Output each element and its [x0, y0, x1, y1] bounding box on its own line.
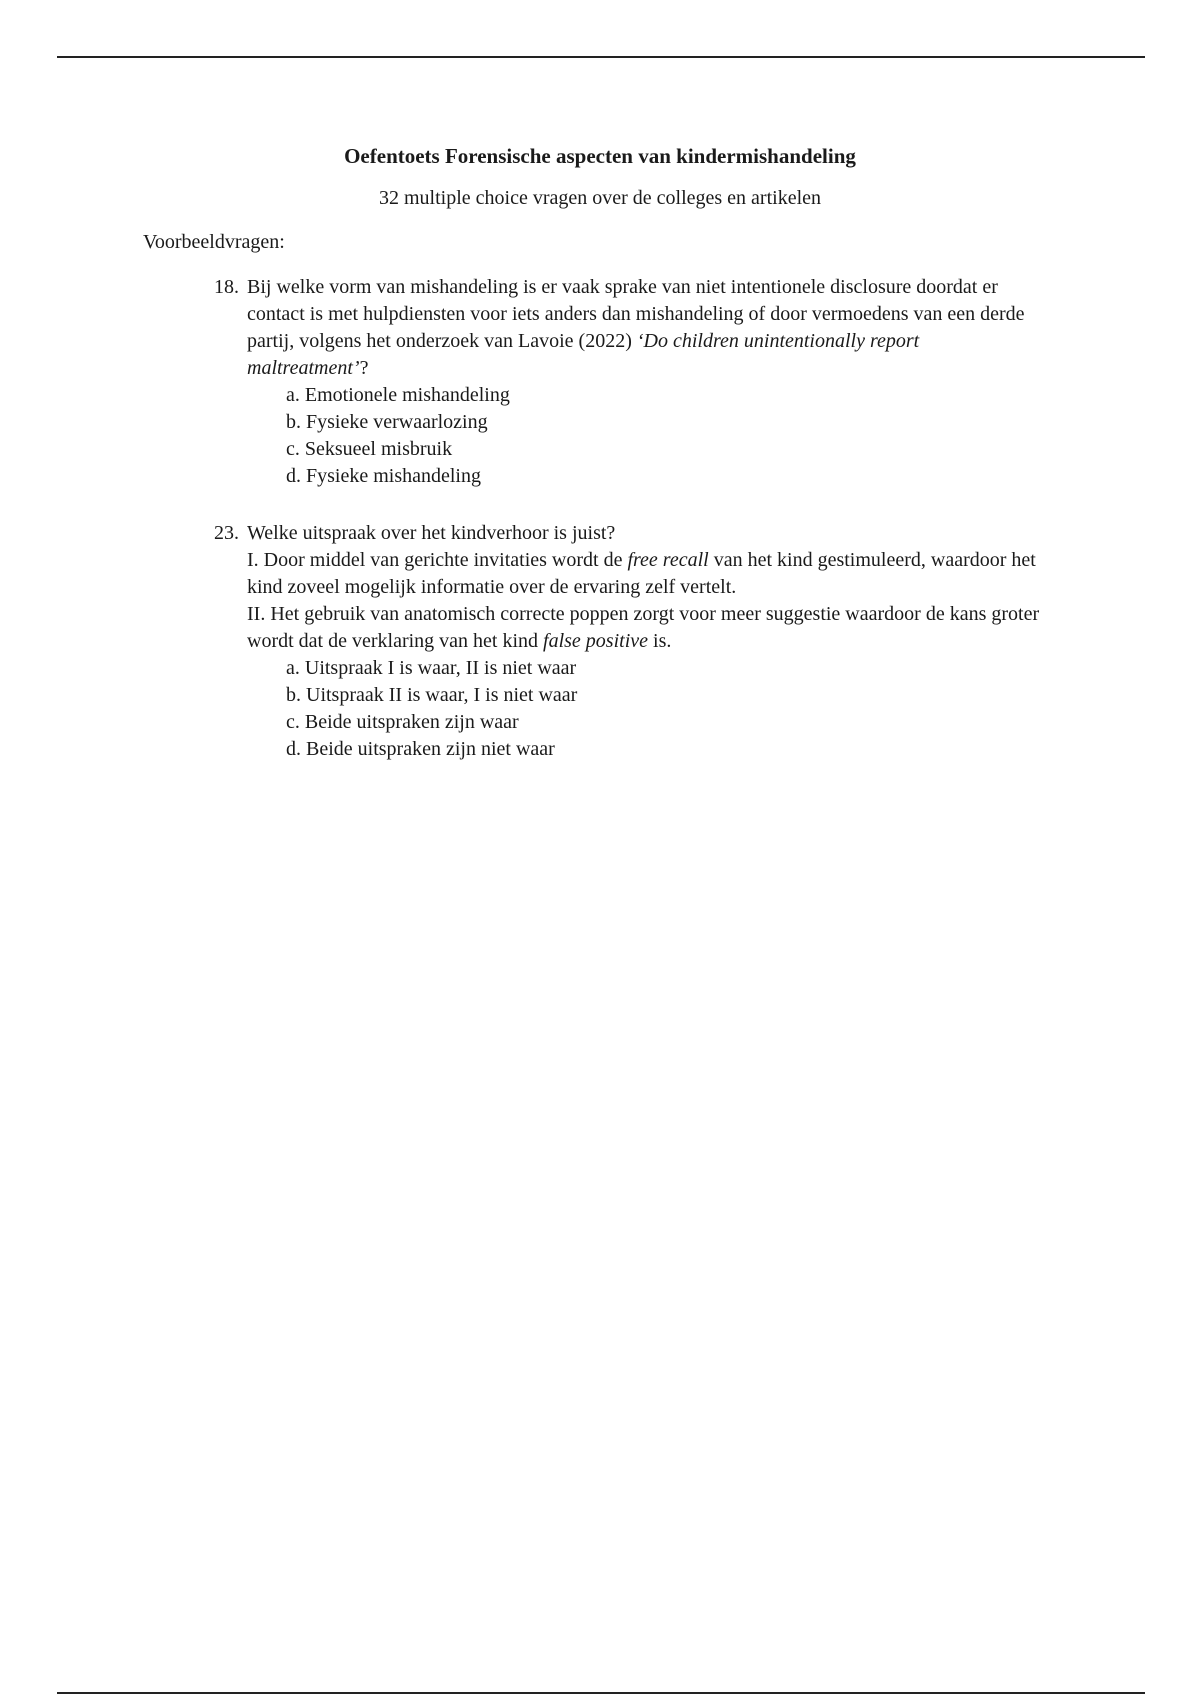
article-title: ‘Do children unintentionally report maltreatment’ [247, 330, 920, 379]
answer-option-b: b. Uitspraak II is waar, I is niet waar [286, 684, 578, 706]
answer-option-a: a. Emotionele mishandeling [286, 384, 510, 406]
answer-option-c: c. Seksueel misbruik [286, 438, 453, 460]
question-18 [214, 274, 1044, 490]
statement-2: II. Het gebruik van anatomisch correcte poppen zorgt voor meer suggestie waardoor de kans groter wordt dat de verklaring van het kind false positive is. [247, 603, 1040, 652]
answer-options [286, 655, 1044, 763]
answer-option-d: d. Fysieke mishandeling [286, 465, 481, 487]
answer-option-a: a. Uitspraak I is waar, II is niet waar [286, 657, 577, 679]
question-number: 18. [214, 276, 239, 298]
question-text: Welke uitspraak over het kindverhoor is juist? [247, 522, 616, 544]
intro-label: Voorbeeldvragen: [143, 231, 285, 253]
document-title: Oefentoets Forensische aspecten van kindermishandeling [344, 144, 856, 168]
answer-options [286, 382, 1044, 490]
statement-1: I. Door middel van gerichte invitaties wordt de free recall van het kind gestimuleerd, waardoor het kind zoveel mogelijk informatie over de ervaring zelf vertelt. [247, 549, 1036, 598]
question-number: 23. [214, 522, 239, 544]
document-subtitle: 32 multiple choice vragen over de colleges en artikelen [378, 187, 822, 209]
header-rule [57, 56, 1145, 58]
question-text: Bij welke vorm van mishandeling is er vaak sprake van niet intentionele disclosure doordat er contact is met hulpdiensten voor iets anders dan mishandeling of door vermoedens van een derde partij, volgens het onderzoek van Lavoie (2022) ‘Do children unintentionally report maltreatment’? [247, 276, 1025, 379]
answer-option-b: b. Fysieke verwaarlozing [286, 411, 488, 433]
answer-option-d: d. Beide uitspraken zijn niet waar [286, 738, 555, 760]
footer-rule [57, 1692, 1145, 1694]
question-stem [214, 520, 1044, 655]
question-stem [214, 274, 1044, 382]
question-23 [214, 520, 1044, 763]
answer-option-c: c. Beide uitspraken zijn waar [286, 711, 519, 733]
